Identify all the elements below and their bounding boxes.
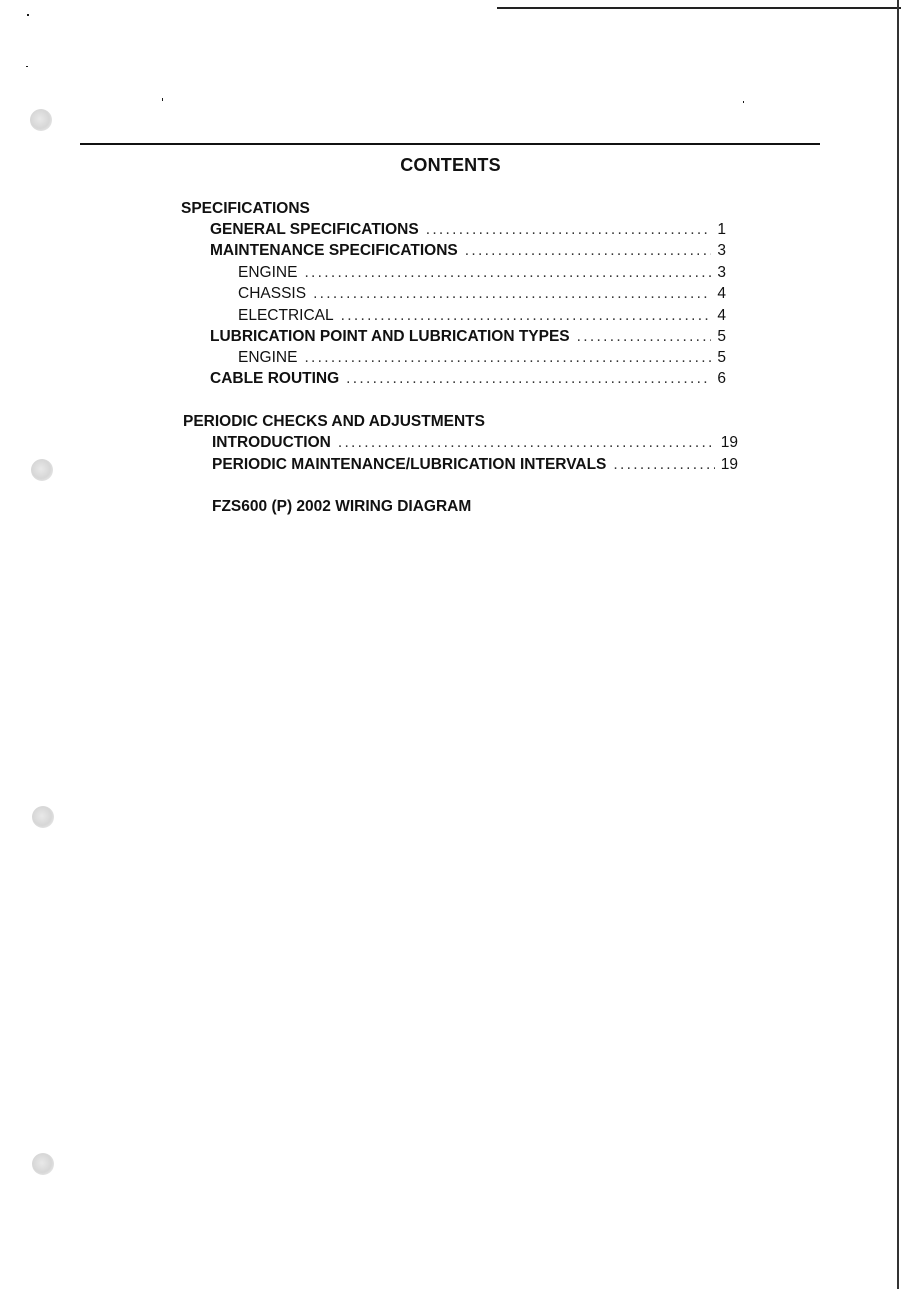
toc-subentry[interactable] xyxy=(238,348,726,368)
toc-subentry[interactable] xyxy=(238,306,726,326)
dot-leader xyxy=(313,284,711,304)
toc-entry[interactable] xyxy=(210,369,726,389)
dot-leader xyxy=(613,455,714,475)
toc-entry[interactable] xyxy=(210,241,726,261)
toc-subentry[interactable] xyxy=(238,263,726,283)
toc-heading-label: PERIODIC CHECKS AND ADJUSTMENTS xyxy=(183,413,485,430)
toc-section-heading xyxy=(181,199,310,219)
toc-entry-page: 19 xyxy=(720,456,738,473)
toc-entry-label: GENERAL SPECIFICATIONS xyxy=(210,221,419,238)
toc-heading-label: FZS600 (P) 2002 WIRING DIAGRAM xyxy=(212,498,472,515)
scan-speck xyxy=(26,66,28,67)
toc-subentry[interactable] xyxy=(238,284,726,304)
toc-entry[interactable] xyxy=(210,220,726,240)
scan-speck xyxy=(162,98,163,101)
dot-leader xyxy=(577,327,712,347)
toc-entry-label: CABLE ROUTING xyxy=(210,370,340,387)
toc-heading-label: SPECIFICATIONS xyxy=(181,200,310,217)
scan-speck xyxy=(743,101,744,103)
page-title: CONTENTS xyxy=(400,155,501,175)
toc-entry-label: ENGINE xyxy=(238,264,298,281)
dot-leader xyxy=(346,369,711,389)
toc-entry-label: MAINTENANCE SPECIFICATIONS xyxy=(210,242,458,259)
toc-entry-page: 3 xyxy=(717,242,726,259)
toc-entry-label: INTRODUCTION xyxy=(212,434,331,451)
toc-entry-page: 1 xyxy=(717,221,726,238)
dot-leader xyxy=(341,306,712,326)
toc-entry-page: 6 xyxy=(717,370,726,387)
toc-entry[interactable] xyxy=(212,455,738,475)
toc-entry-label: PERIODIC MAINTENANCE/LUBRICATION INTERVALS xyxy=(212,456,607,473)
toc-entry-page: 5 xyxy=(717,328,726,345)
toc-entry-label: ENGINE xyxy=(238,349,298,366)
toc-entry-label: ELECTRICAL xyxy=(238,307,334,324)
scan-speck xyxy=(27,14,29,16)
scan-edge-line-top xyxy=(497,7,901,9)
header-rule xyxy=(80,143,820,145)
scan-edge-line-right xyxy=(897,0,899,1289)
toc-section-heading xyxy=(183,412,485,432)
toc-entry-page: 4 xyxy=(717,307,726,324)
binder-hole xyxy=(30,109,52,131)
dot-leader xyxy=(338,433,715,453)
toc-entry[interactable] xyxy=(210,327,726,347)
toc-entry[interactable] xyxy=(212,433,738,453)
toc-entry-page: 5 xyxy=(717,349,726,366)
toc-entry-label: CHASSIS xyxy=(238,285,307,302)
dot-leader xyxy=(465,241,712,261)
dot-leader xyxy=(304,348,711,368)
binder-hole xyxy=(32,1153,54,1175)
binder-hole xyxy=(31,459,53,481)
binder-hole xyxy=(32,806,54,828)
dot-leader xyxy=(304,263,711,283)
toc-entry-label: LUBRICATION POINT AND LUBRICATION TYPES xyxy=(210,328,570,345)
toc-entry-page: 4 xyxy=(717,285,726,302)
toc-entry-page: 3 xyxy=(717,264,726,281)
toc-entry-page: 19 xyxy=(720,434,738,451)
dot-leader xyxy=(426,220,712,240)
toc-section-heading[interactable] xyxy=(212,497,471,517)
